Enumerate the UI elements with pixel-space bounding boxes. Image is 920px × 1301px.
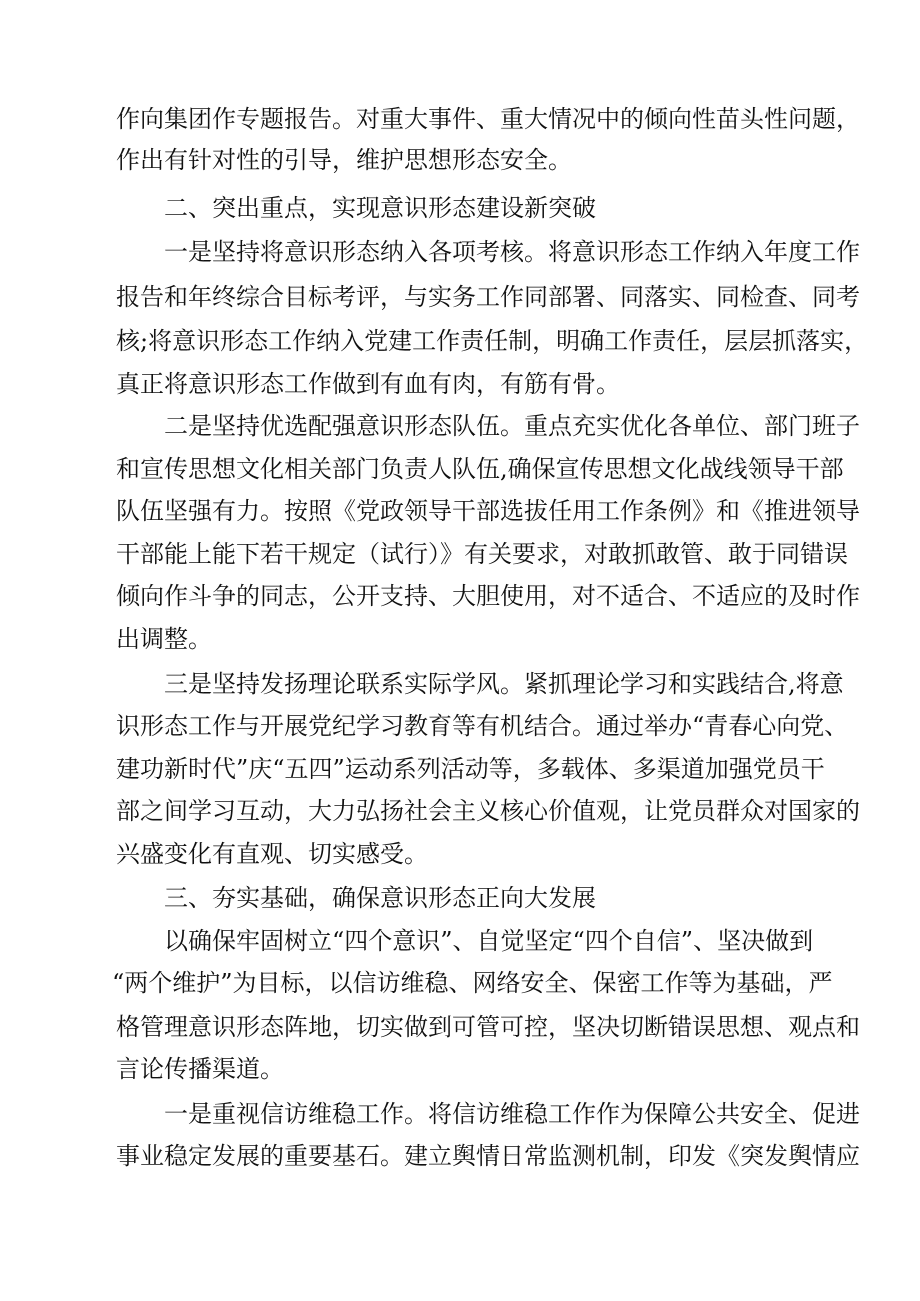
text-line: 真正将意识形态工作做到有血有肉，有筋有骨。 (116, 370, 620, 398)
paragraph-first-line: 二是坚持优选配强意识形态队伍。重点充实优化各单位、部门班子 (164, 412, 860, 440)
section-heading: 二、突出重点，实现意识形态建设新突破 (164, 194, 596, 222)
text-line: 干部能上能下若干规定（试行）》有关要求，对敢抓敢管、敢于同错误 (116, 540, 848, 568)
text-line: 报告和年终综合目标考评，与实务工作同部署、同落实、同检查、同考 (116, 283, 860, 311)
text-line: 格管理意识形态阵地，切实做到可管可控，坚决切断错误思想、观点和 (116, 1013, 860, 1041)
text-line: 兴盛变化有直观、切实感受。 (116, 840, 428, 868)
text-line: 部之间学习互动，大力弘扬社会主义核心价值观，让党员群众对国家的 (116, 797, 860, 825)
text-line: 建功新时代”庆“五四”运动系列活动等，多载体、多渠道加强党员干 (116, 755, 825, 783)
section-heading: 三、夯实基础，确保意识形态正向大发展 (164, 884, 596, 912)
text-line: 核;将意识形态工作纳入党建工作责任制，明确工作责任，层层抓落实， (116, 327, 869, 355)
text-line: 作出有针对性的引导，维护思想形态安全。 (116, 146, 572, 174)
text-line: 事业稳定发展的重要基石。建立舆情日常监测机制，印发《突发舆情应 (116, 1142, 860, 1170)
paragraph-first-line: 一是重视信访维稳工作。将信访维稳工作作为保障公共安全、促进 (164, 1100, 860, 1128)
text-line: 出调整。 (116, 625, 212, 653)
paragraph-first-line: 一是坚持将意识形态纳入各项考核。将意识形态工作纳入年度工作 (164, 238, 860, 266)
text-line: 和宣传思想文化相关部门负责人队伍,确保宣传思想文化战线领导干部 (116, 455, 844, 483)
text-line: 言论传播渠道。 (116, 1055, 284, 1083)
text-line: 识形态工作与开展党纪学习教育等有机结合。通过举办“青春心向党、 (116, 712, 849, 740)
paragraph-first-line: 以确保牢固树立“四个意识”、自觉坚定“四个自信”、坚决做到 (164, 927, 814, 955)
text-line: 作向集团作专题报告。对重大事件、重大情况中的倾向性苗头性问题， (116, 105, 860, 133)
text-line: “两个维护”为目标，以信访维稳、网络安全、保密工作等为基础，严 (112, 969, 833, 997)
text-line: 倾向作斗争的同志，公开支持、大胆使用，对不适合、不适应的及时作 (116, 582, 860, 610)
paragraph-first-line: 三是坚持发扬理论联系实际学风。紧抓理论学习和实践结合,将意 (164, 670, 844, 698)
text-line: 队伍坚强有力。按照《党政领导干部选拔任用工作条例》和《推进领导 (116, 497, 860, 525)
